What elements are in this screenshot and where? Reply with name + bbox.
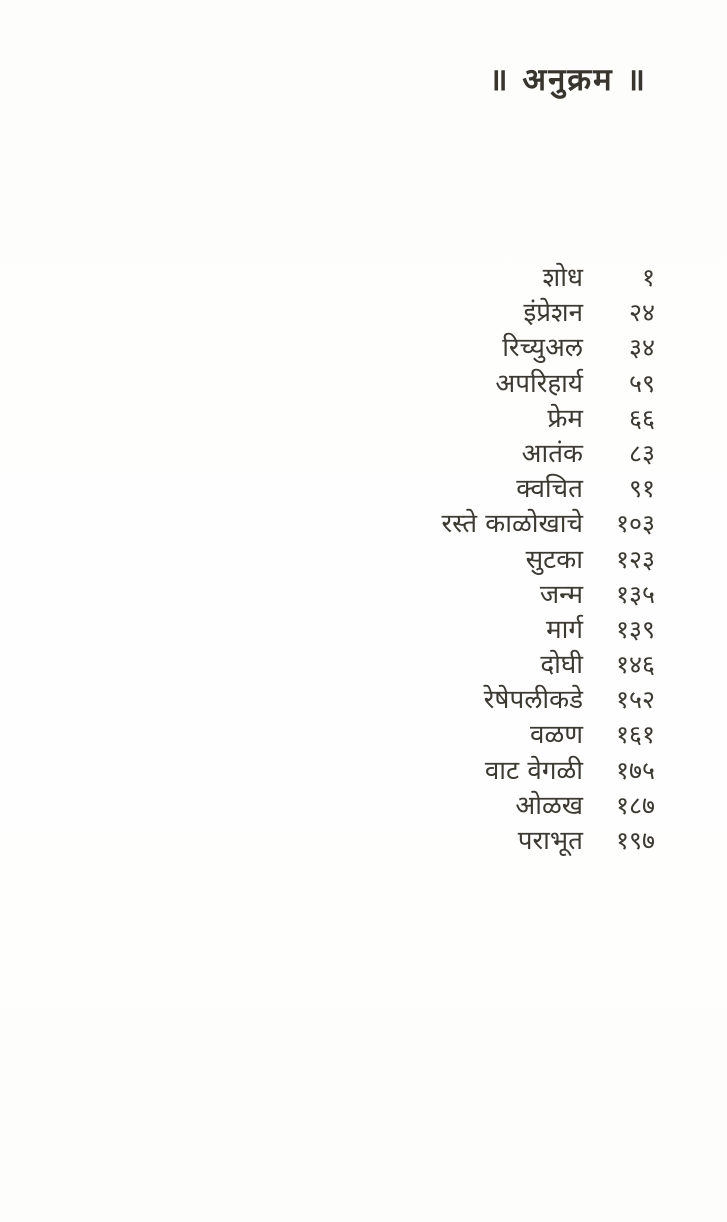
page-number: १२३ [615,544,655,574]
toc-row [441,823,655,858]
toc-row [441,366,655,401]
toc-row [441,717,655,752]
toc-row [441,401,655,436]
chapter-title: शोध [542,263,583,293]
chapter-title: वाट वेगळी [484,755,583,786]
toc-row [441,682,655,717]
page-number: १८७ [615,790,655,820]
toc-row [441,260,655,295]
page-title: ॥ अनुक्रम ॥ [489,62,647,98]
toc-row [441,436,655,471]
toc-row [441,612,655,647]
page-number: ९१ [628,474,655,504]
chapter-title: रिच्युअल [502,333,583,364]
chapter-title: रस्ते काळोखाचे [441,509,583,540]
toc-row [441,788,655,823]
page-number: २४ [628,298,655,328]
toc-row [441,542,655,577]
chapter-title: रेषेपलीकडे [483,685,583,716]
page-number: १५२ [615,685,655,715]
chapter-title: पराभूत [517,826,583,856]
page-number: ८३ [628,438,655,468]
chapter-title: इंप्रेशन [523,298,583,329]
chapter-title: अपरिहार्य [495,368,583,399]
chapter-title: सुटका [525,544,583,575]
page-number: १०३ [615,509,655,539]
chapter-title: वळण [529,720,583,751]
page-number: ६६ [628,403,655,433]
toc-row [441,647,655,682]
chapter-title: मार्ग [546,614,583,645]
toc-row [441,753,655,788]
page-number: १३९ [615,614,655,644]
chapter-title: फ्रेम [547,403,583,434]
toc-row [441,295,655,330]
page-number: ३४ [628,333,655,363]
chapter-title: दोघी [540,650,583,681]
page-number: १६१ [615,720,655,750]
chapter-title: आतंक [521,438,583,469]
page-number: १७५ [615,755,655,785]
table-of-contents [441,260,655,858]
toc-row [441,577,655,612]
page-number: १४६ [615,650,655,680]
toc-row [441,506,655,541]
page-number: १९७ [615,826,655,855]
chapter-title: क्वचित [516,474,583,505]
toc-row [441,330,655,365]
toc-row [441,471,655,506]
chapter-title: ओळख [515,790,583,821]
page-number: ५९ [628,368,655,398]
page-number: १ [641,263,655,292]
page-number: १३५ [615,579,655,609]
chapter-title: जन्म [539,579,583,610]
